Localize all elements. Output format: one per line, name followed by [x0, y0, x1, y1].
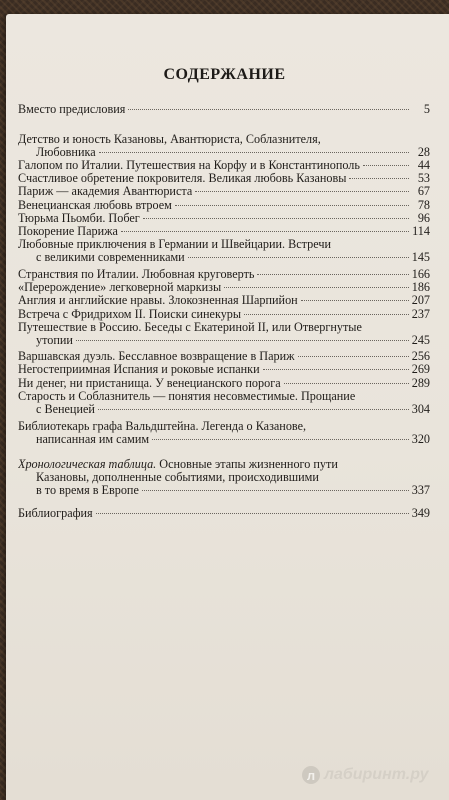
toc-entry-line-text: Библиография [18, 507, 93, 520]
dot-leader [224, 287, 409, 288]
toc-entry-line-text: Вместо предисловия [18, 103, 126, 116]
toc-entry-line-text: Англия и английские нравы. Злокозненная Шарпийон [18, 294, 298, 307]
dot-leader [188, 257, 409, 258]
toc-page-number: 304 [411, 402, 430, 416]
dot-leader [152, 439, 409, 440]
toc-entry-line [18, 159, 430, 172]
dot-leader [263, 369, 409, 370]
dot-leader [175, 205, 409, 206]
dot-leader [284, 383, 409, 384]
dot-leader [96, 513, 409, 514]
toc-entry [18, 103, 430, 116]
toc-entry-text [18, 159, 360, 172]
toc-entry [18, 212, 430, 225]
toc-entry-line [18, 133, 430, 146]
toc-entry-line [18, 172, 430, 185]
toc-entry [18, 458, 430, 497]
toc-entry-line-text: с великими современниками [36, 251, 185, 264]
toc-page-number: 237 [411, 307, 430, 321]
toc-page-number: 114 [412, 224, 430, 238]
toc-entry-line [18, 212, 430, 225]
toc-entry-text [18, 321, 362, 334]
dot-leader [298, 356, 409, 357]
toc-entry-text [18, 420, 306, 433]
toc-entry [18, 321, 430, 347]
toc-entry-text [18, 507, 93, 520]
toc-entry-text [18, 133, 321, 146]
toc-entry-line-text: Библиотекарь графа Вальдштейна. Легенда о Казанове, [18, 420, 307, 433]
toc-page-number: 67 [417, 184, 430, 198]
toc-page-number: 245 [411, 333, 430, 347]
toc-entry-italic-prefix: Хронологическая таблица. [18, 458, 157, 471]
toc-entry [18, 507, 430, 520]
toc-entry-text [18, 172, 346, 185]
watermark-text: лабиринт.ру [324, 766, 429, 783]
toc-entry-line-text: Любовника [36, 146, 96, 159]
dot-leader [195, 191, 409, 192]
toc-page-number: 96 [417, 211, 430, 225]
toc-page-number: 28 [417, 145, 430, 159]
toc-entry-line [18, 350, 430, 363]
toc-entry-line-text: Встреча с Фридрихом II. Поиски синекуры [18, 308, 242, 321]
toc-entry [18, 268, 430, 281]
toc-entry-line-text: Любовные приключения в Германии и Швейцарии. Встречи [18, 238, 331, 251]
toc-entry [18, 390, 430, 416]
toc-page-number: 256 [411, 349, 430, 363]
toc-page-number: 166 [411, 267, 430, 281]
toc-entry-line-text: Галопом по Италии. Путешествия на Корфу и в Константинополь [18, 159, 360, 172]
toc-entry [18, 159, 430, 172]
toc-entry-line-text: с Венецией [36, 403, 95, 416]
toc-entry-line [18, 377, 430, 390]
watermark [302, 764, 428, 786]
toc-page-number: 320 [411, 432, 430, 446]
toc-page-number: 349 [411, 506, 430, 520]
page-title: СОДЕРЖАНИЕ [163, 66, 286, 83]
dot-leader [257, 274, 408, 275]
toc-entry-text [36, 403, 95, 416]
toc-entry [18, 199, 430, 212]
toc-entry-line-text: Казановы, дополненные событиями, происходившими [36, 471, 319, 484]
toc-entry [18, 377, 430, 390]
toc-entry [18, 225, 430, 238]
dot-leader [143, 218, 409, 219]
toc-entry-text [18, 225, 118, 238]
toc-entry-text [36, 471, 319, 484]
toc-entry-text [18, 458, 338, 471]
toc-entry-line-text: Ни денег, ни пристанища. У венецианского порога [18, 377, 281, 390]
toc-entry-text [18, 350, 295, 363]
toc-entry [18, 420, 430, 446]
toc-entry [18, 350, 430, 363]
toc-entry-line-text: Покорение Парижа [18, 225, 118, 238]
toc-page-number: 44 [417, 158, 430, 172]
toc-page-number: 269 [411, 362, 430, 376]
toc-entry-text [36, 433, 149, 446]
toc-entry-line [18, 185, 430, 198]
dot-leader [98, 409, 409, 410]
toc-page-number: 5 [423, 102, 430, 116]
dot-leader [244, 314, 409, 315]
toc-entry-text [18, 390, 355, 403]
toc-entry [18, 281, 430, 294]
toc-entry-line [18, 238, 430, 251]
toc-entry-text [36, 484, 139, 497]
toc-entry-text [18, 363, 260, 376]
toc-entry-text [18, 212, 140, 225]
toc-entry-line-text: в то время в Европе [36, 484, 139, 497]
toc-page-number: 289 [411, 376, 430, 390]
toc-entry-text [18, 238, 331, 251]
toc-entry-text [18, 281, 221, 294]
toc-entry-line [18, 420, 430, 433]
toc-entry-line [18, 294, 430, 307]
toc-entry-line [18, 308, 430, 321]
toc-page-number: 78 [417, 198, 430, 212]
toc-page-number: 53 [417, 171, 430, 185]
toc-entry-line [18, 507, 430, 520]
toc-entry-text [18, 199, 172, 212]
toc-entry [18, 308, 430, 321]
toc-entry-line [18, 403, 430, 416]
toc-entry-line [18, 268, 430, 281]
toc-entry-text [18, 268, 254, 281]
dot-leader [76, 340, 409, 341]
toc-entry-text [18, 377, 281, 390]
toc-entry-line [18, 281, 430, 294]
toc-page-number: 186 [411, 280, 430, 294]
toc-entry-text [18, 294, 298, 307]
dot-leader [121, 231, 409, 232]
toc-entry-line [18, 484, 430, 497]
dot-leader [142, 490, 409, 491]
dot-leader [363, 165, 409, 166]
toc-entry [18, 185, 430, 198]
toc-entry-line [18, 363, 430, 376]
toc-entry-line-text: Счастливое обретение покровителя. Великая любовь Казановы [18, 172, 347, 185]
toc-entry-text [36, 251, 185, 264]
toc-entry [18, 294, 430, 307]
dot-leader [99, 152, 409, 153]
toc-entry-line-text: Основные этапы жизненного пути [156, 458, 338, 471]
toc-entry-text [18, 103, 125, 116]
toc-page-number: 207 [411, 293, 430, 307]
toc-entry-line-text: написанная им самим [36, 433, 150, 446]
toc-entry-line-text: утопии [36, 334, 73, 347]
toc-entry-text [18, 308, 241, 321]
toc-entry [18, 172, 430, 185]
toc-entry-line [18, 458, 430, 471]
toc-entry [18, 363, 430, 376]
toc-entry-line-text: «Перерождение» легковерной маркизы [18, 281, 222, 294]
toc-entry-text [36, 146, 96, 159]
toc-entry-line [18, 103, 430, 116]
toc-entry-line-text: Путешествие в Россию. Беседы с Екатериной II, или Отвергнутые [18, 321, 362, 334]
toc-entry-text [36, 334, 73, 347]
toc-entry-line [18, 334, 430, 347]
dot-leader [349, 178, 409, 179]
toc-page-number: 337 [411, 483, 430, 497]
toc-entry-line-text: Тюрьма Пьомби. Побег [18, 212, 140, 225]
toc-entry-line [18, 433, 430, 446]
toc-entry-line [18, 471, 430, 484]
toc-entry-line-text: Странствия по Италии. Любовная круговерть [18, 268, 255, 281]
dot-leader [128, 109, 409, 110]
labirint-logo-icon: л [302, 766, 320, 784]
toc-entry-text [18, 185, 192, 198]
toc-entry-line-text: Венецианская любовь втроем [18, 199, 172, 212]
toc-entry-line [18, 225, 430, 238]
toc-entry-line-text: Варшавская дуэль. Бесславное возвращение в Париж [18, 350, 295, 363]
toc-page-number: 145 [411, 250, 430, 264]
toc-entry-line [18, 146, 430, 159]
toc-entry-line-text: Париж — академия Авантюриста [18, 185, 193, 198]
toc-entry-line-text: Старость и Соблазнитель — понятия несовместимые. Прощание [18, 390, 356, 403]
toc-entry-line [18, 321, 430, 334]
toc-entry-line [18, 199, 430, 212]
dot-leader [301, 300, 409, 301]
toc-entry-line [18, 390, 430, 403]
toc-entry-line [18, 251, 430, 264]
toc-entry [18, 133, 430, 159]
toc-entry-line-text: Детство и юность Казановы, Авантюриста, Соблазнителя, [18, 133, 321, 146]
toc-entry-line-text: Негостеприимная Испания и роковые испанки [18, 363, 260, 376]
toc-entry [18, 238, 430, 264]
